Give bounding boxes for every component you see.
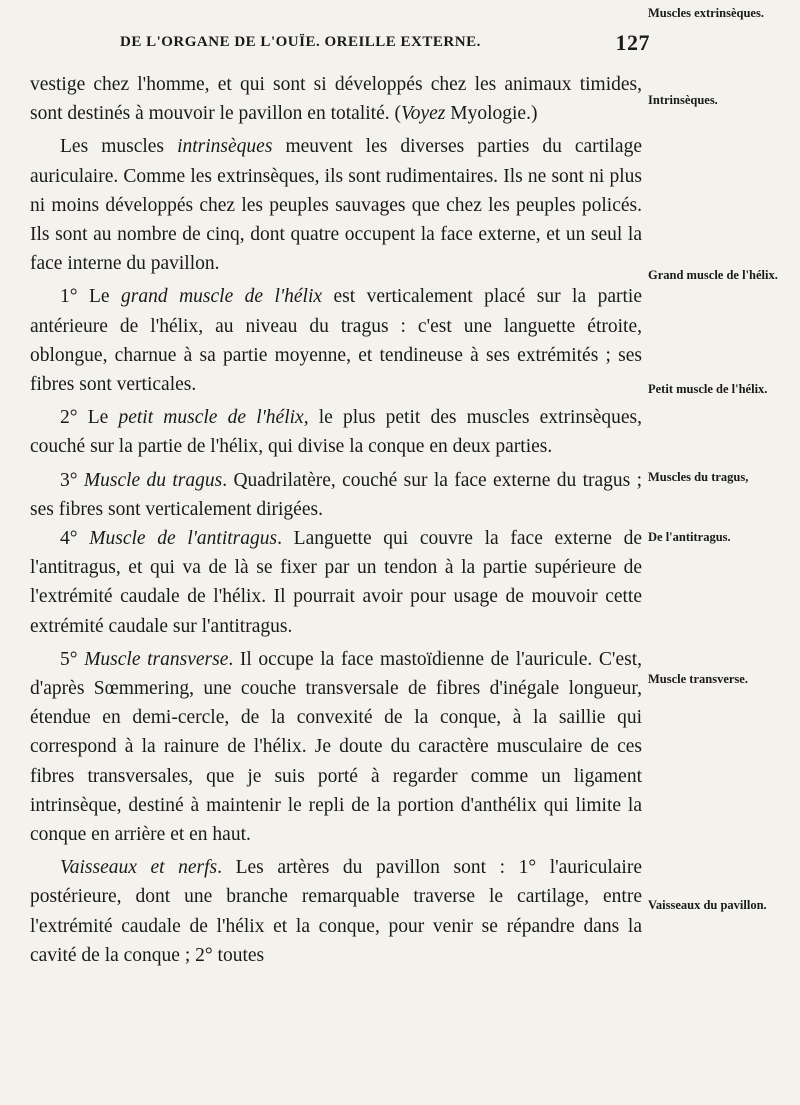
margin-note: Intrinsèques.: [648, 93, 718, 107]
text-run: 3°: [60, 469, 84, 491]
paragraph: [30, 282, 642, 399]
paragraph: [30, 70, 642, 128]
paragraph: [30, 466, 642, 524]
italic-run: petit muscle de l'hélix: [118, 407, 304, 429]
margin-note: Petit muscle de l'hélix.: [648, 382, 768, 396]
text-run: . Languette qui couvre la face externe de l'antitragus, et qui va de là se fixer par un tendon à la partie supérieure de l'extrémité caudale de l'hélix. Il pourrait avoir pour usage de mouvoir cette extrémité caudale sur l'antitragus.: [30, 528, 642, 637]
margin-note: Grand muscle de l'hélix.: [648, 268, 778, 282]
text-run: . Quadrilatère, couché sur la face externe du tragus ; ses fibres sont verticalement dirigées.: [30, 469, 642, 520]
italic-run: Voyez: [400, 103, 446, 125]
margin-note: Muscle transverse.: [648, 672, 748, 686]
italic-run: grand muscle de l'hélix: [121, 286, 323, 308]
page-header: [110, 30, 650, 60]
text-run: 5°: [60, 648, 85, 670]
margin-note: Vaisseaux du pavillon.: [648, 898, 767, 912]
text-run: est verticalement placé sur la partie antérieure de l'hélix, au niveau du tragus : c'est une languette étroite, oblongue, charnue à sa partie moyenne, et tendineuse à ses extrémités ; ses fibres sont verticales.: [30, 286, 642, 396]
margin-note: De l'antitragus.: [648, 530, 731, 544]
paragraph: [30, 645, 642, 849]
text-run: Myologie.): [445, 103, 538, 125]
paragraph: [30, 403, 642, 461]
paragraph: [30, 853, 642, 970]
running-title: DE L'ORGANE DE L'OUÏE. OREILLE EXTERNE.: [120, 34, 481, 50]
margin-note: Muscles du tragus,: [648, 470, 749, 484]
text-run: 4°: [60, 528, 90, 550]
text-run: . Il occupe la face mastoïdienne de l'auricule. C'est, d'après Sœmmering, une couche transversale de fibres d'inégale longueur, étendue en demi-cercle, de la convexité de la conque, à la saillie qui correspond à la rainure de l'hélix. Je doute du caractère musculaire de ces fibres transversales, que je suis porté à regarder comme un ligament intrinsèque, destiné à maintenir le repli de la portion d'anthélix qui limite la conque en arrière et en haut.: [30, 648, 642, 846]
text-run: 1° Le: [60, 286, 122, 308]
italic-run: Muscle du tragus: [83, 469, 223, 491]
margin-note: Muscles extrinsèques.: [648, 6, 764, 20]
page-number: 127: [615, 30, 650, 55]
italic-run: Vaisseaux et nerfs: [60, 857, 218, 879]
text-run: , le plus petit des muscles extrinsèques, couché sur la partie de l'hélix, qui divise la conque en deux parties.: [30, 407, 642, 458]
italic-run: intrinsèques: [177, 136, 273, 158]
text-run: Les muscles: [60, 136, 178, 158]
italic-run: Muscle transverse: [84, 648, 229, 670]
text-run: 2° Le: [60, 407, 119, 429]
italic-run: Muscle de l'antitragus: [89, 528, 278, 550]
paragraph: [30, 132, 642, 278]
paragraph: [30, 524, 642, 641]
main-text: [30, 70, 642, 970]
text-run: . Les artères du pavillon sont : 1° l'auriculaire postérieure, dont une branche remarquable traverse le cartilage, entre l'extrémité caudale de l'hélix et la conque, pour venir se répandre dans la cavité de la conque ; 2° toutes: [30, 857, 642, 966]
text-run: meuvent les diverses parties du cartilage auriculaire. Comme les extrinsèques, ils sont rudimentaires. Ils ne sont ni plus ni moins développés chez les peuples sauvages que chez les peuples policés. Ils sont au nombre de cinq, dont quatre occupent la face externe, et un seul la face interne du pavillon.: [30, 136, 642, 275]
text-run: vestige chez l'homme, et qui sont si développés chez les animaux timides, sont destinés à mouvoir le pavillon en totalité. (: [30, 74, 642, 125]
